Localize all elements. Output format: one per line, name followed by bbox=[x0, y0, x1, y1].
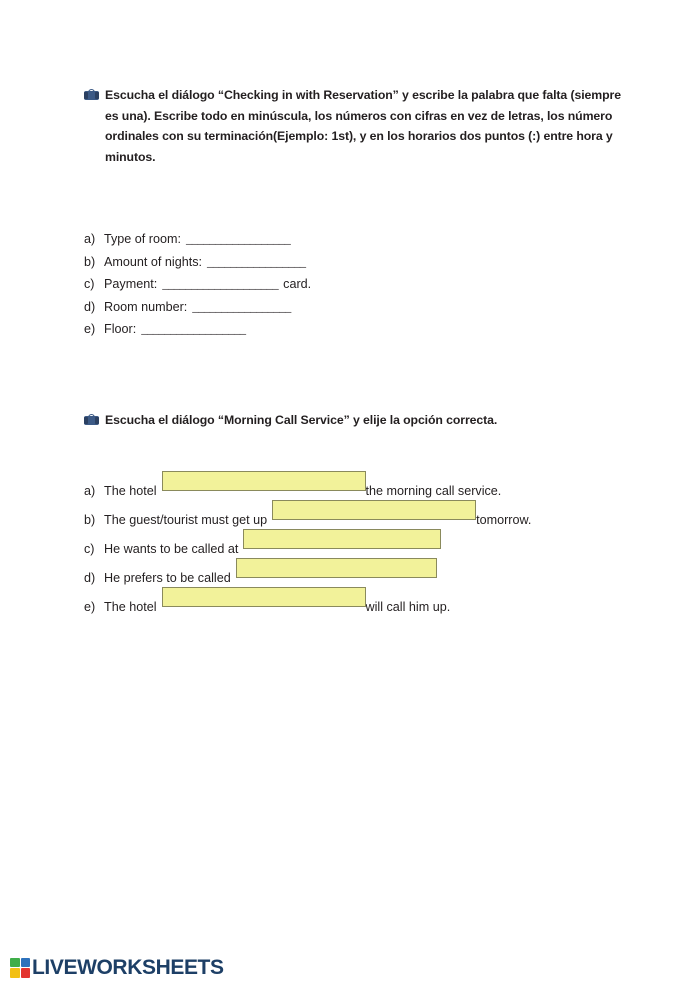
item-marker: e) bbox=[84, 322, 96, 336]
question-list-1 bbox=[84, 228, 504, 341]
item-marker: c) bbox=[84, 542, 95, 556]
item-label: Type of room: bbox=[104, 232, 181, 246]
logo-square-blue bbox=[21, 958, 31, 968]
item-label: The hotel bbox=[104, 484, 157, 498]
question-row bbox=[84, 273, 504, 296]
item-label: The guest/tourist must get up bbox=[104, 513, 268, 527]
item-label: Floor: bbox=[104, 322, 137, 336]
answer-dropdown[interactable] bbox=[162, 587, 366, 607]
answer-dropdown[interactable] bbox=[243, 529, 441, 549]
logo-square-green bbox=[10, 958, 20, 968]
logo-square-yellow bbox=[10, 968, 20, 978]
item-marker: a) bbox=[84, 232, 96, 246]
item-suffix: the morning call service. bbox=[365, 484, 502, 498]
item-suffix: tomorrow. bbox=[476, 513, 532, 527]
item-label: Payment: bbox=[104, 277, 158, 291]
instruction-text-2: Escucha el diálogo “Morning Call Service” y elije la opción correcta. bbox=[105, 413, 498, 427]
question-row bbox=[84, 318, 504, 341]
headphones-audio-icon bbox=[84, 414, 99, 425]
instruction-block-1 bbox=[84, 85, 636, 167]
item-marker: c) bbox=[84, 277, 95, 291]
logo-square-red bbox=[21, 968, 31, 978]
question-row bbox=[84, 251, 504, 274]
question-list-2 bbox=[84, 475, 644, 620]
item-marker: b) bbox=[84, 513, 96, 527]
item-label: Room number: bbox=[104, 299, 188, 314]
instruction-text-1: Escucha el diálogo “Checking in with Reservation” y escribe la palabra que falta (siempre es una). Escribe todo en minúscula, los números con cifras en vez de letras, los número ordinales con su terminación(Ejemplo: 1st), y en los horarios dos puntos (:) entre hora y minutos. bbox=[105, 88, 621, 164]
answer-dropdown[interactable] bbox=[272, 500, 476, 520]
fill-in-blank[interactable]: _________________ bbox=[207, 254, 306, 269]
item-suffix: card. bbox=[283, 277, 312, 291]
liveworksheets-wordmark: LIVEWORKSHEETS bbox=[32, 956, 224, 979]
item-suffix: will call him up. bbox=[365, 600, 451, 614]
answer-dropdown[interactable] bbox=[162, 471, 366, 491]
liveworksheets-logo-mark bbox=[10, 958, 30, 978]
fill-in-blank[interactable]: __________________ bbox=[186, 232, 291, 246]
answer-dropdown[interactable] bbox=[236, 558, 437, 578]
fill-in-blank[interactable]: __________________ bbox=[141, 322, 246, 336]
item-marker: d) bbox=[84, 571, 96, 585]
item-marker: b) bbox=[84, 254, 96, 269]
item-label: Amount of nights: bbox=[104, 254, 203, 269]
item-label: The hotel bbox=[104, 600, 157, 614]
question-row bbox=[84, 591, 644, 620]
item-marker: e) bbox=[84, 600, 96, 614]
headphones-audio-icon bbox=[84, 89, 99, 100]
liveworksheets-logo[interactable] bbox=[10, 957, 224, 978]
instruction-block-2 bbox=[84, 410, 636, 431]
fill-in-blank[interactable]: _________________ bbox=[192, 299, 291, 314]
item-marker: d) bbox=[84, 299, 96, 314]
fill-in-blank[interactable]: ____________________ bbox=[162, 277, 279, 291]
question-row bbox=[84, 296, 504, 319]
item-label: He prefers to be called bbox=[104, 571, 231, 585]
question-row bbox=[84, 228, 504, 251]
item-marker: a) bbox=[84, 484, 96, 498]
item-label: He wants to be called at bbox=[104, 542, 239, 556]
